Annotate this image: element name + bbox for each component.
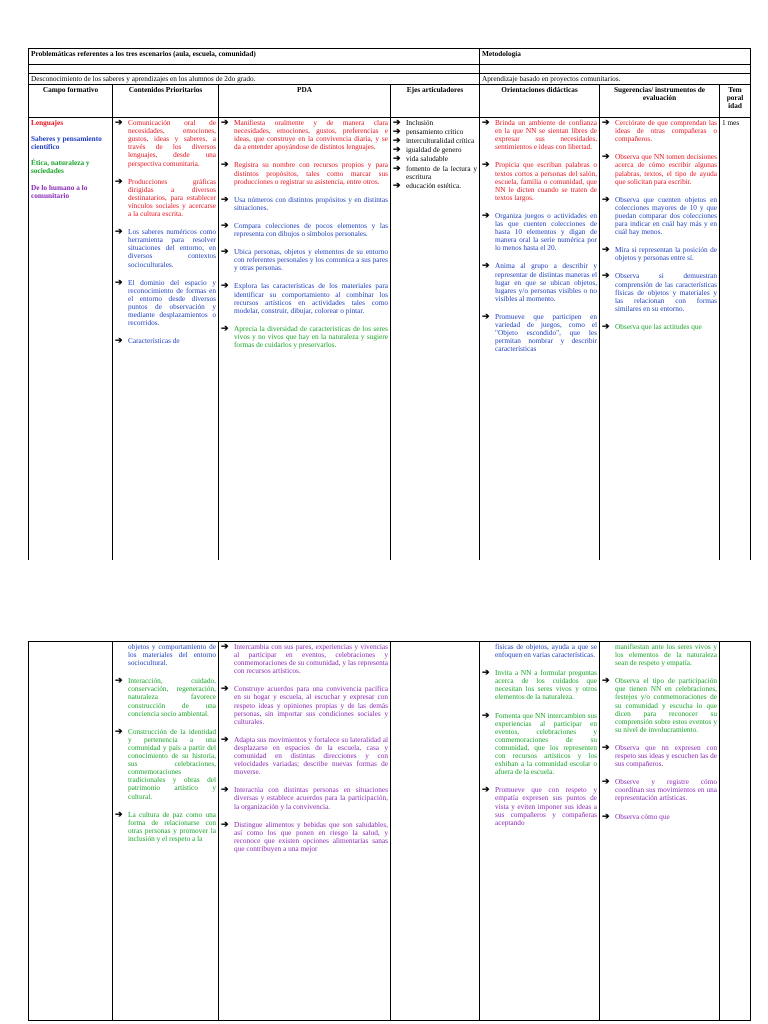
list-item [115, 228, 216, 268]
list-item-text: Observe y registre cómo coordinan sus movimientos en una representación artísticas. [615, 777, 717, 803]
arrow-bullet-icon: ➔ [221, 733, 229, 744]
list-item [602, 320, 717, 331]
list-item-text: Promueve que con respeto y empatía expresen sus puntos de vista y eviten imponer sus ideas a sus compañeros y compañeras aceptando [495, 785, 597, 827]
list-item-text: Observa cómo que [615, 811, 670, 821]
list-item [602, 153, 717, 185]
list-item-text: Invita a NN a formular preguntas acerca de los cuidados que necesitan los seres vivos y otros elementos de la naturaleza. [495, 668, 597, 702]
arrow-bullet-icon: ➔ [221, 119, 229, 128]
planning-table-page-1 [28, 48, 751, 560]
arrow-bullet-icon: ➔ [393, 119, 401, 128]
sugerencias-cell [600, 118, 720, 560]
col-ejes: Ejes articuladores [391, 85, 480, 118]
campo-formativo-cell-2 [29, 642, 113, 1021]
list-item-text: Observa que las actitudes que [615, 321, 702, 331]
list-item-text: Observa que cuenten objetos en colecciones mayores de 10 y que puedan comparar dos colecciones para indicar en cuál hay más y en cuál hay menos. [615, 194, 718, 237]
campo-lenguajes: Lenguajes [31, 119, 64, 128]
arrow-bullet-icon: ➔ [115, 119, 123, 128]
list-item [482, 262, 597, 302]
list-item [602, 741, 717, 769]
problematica-text: Desconocimiento de los saberes y aprendizajes en los alumnos de 2do grado. [29, 74, 480, 85]
page-gap [0, 560, 768, 612]
list-item-text: Construcción de la identidad y pertenencia a una comunidad y país a partir del conocimiento de su historia, sus celebraciones, conmemoraciones tradicionales y obras del patrimonio artístico y cultural. [128, 726, 216, 801]
arrow-bullet-icon: ➔ [602, 270, 610, 281]
list-item [115, 808, 216, 843]
list-item [482, 209, 598, 253]
eje-text: vida saludable [406, 154, 448, 164]
list-item-text: Los saberes numéricos como herramienta para resolver situaciones del entorno, en diversos contextos socioculturales. [128, 227, 216, 269]
eje-item [393, 137, 477, 145]
eje-item [393, 128, 477, 136]
eje-item [393, 119, 477, 127]
temporalidad-cell: 1 mes [720, 118, 751, 560]
eje-item [393, 155, 477, 163]
arrow-bullet-icon: ➔ [115, 335, 123, 346]
contenidos-cell [113, 118, 219, 560]
list-item [602, 246, 717, 262]
list-item-text: Observa que NN tomen decisiones acerca de cómo escribir algunas palabras, textos, el tipo de ayuda que solicitan para escribir. [615, 152, 718, 186]
list-item-text: Anima al grupo a describir y representar de distintas maneras el lugar en que se ubican objetos, lugares y/o personas visibles o no visibles al momento. [495, 261, 598, 303]
campo-saberes: Saberes y pensamiento científico [31, 134, 102, 152]
arrow-bullet-icon: ➔ [115, 675, 123, 686]
eje-text: igualdad de genero [406, 145, 462, 155]
list-item [115, 337, 216, 345]
list-item-text: Aprecia la diversidad de características de los seres vivos y no vivos que hay en la naturaleza y sugiere formas de cuidarlos y preservarlos. [234, 323, 388, 349]
list-item-text: Producciones gráficas dirigidas a diversos destinatarios, para establecer vínculos sociales y acercarse a la cultura escrita. [128, 176, 216, 219]
arrow-bullet-icon: ➔ [602, 119, 610, 128]
list-item [602, 193, 718, 237]
ejes-cell [391, 118, 480, 560]
list-item [602, 778, 717, 802]
list-item-text: Observa el tipo de participación que tienen NN en celebraciones, festejos y/o conmemoraciones de su comunidad y escucha lo que dicen para reconocer su comprensión sobre estos eventos y su nivel de involucramiento. [615, 676, 717, 734]
arrow-bullet-icon: ➔ [602, 151, 610, 162]
list-item [602, 677, 717, 734]
list-item [602, 643, 717, 667]
arrow-bullet-icon: ➔ [221, 784, 229, 795]
sugerencias-cell-2 [600, 642, 720, 1021]
list-item [482, 119, 597, 151]
arrow-bullet-icon: ➔ [602, 320, 610, 331]
arrow-bullet-icon: ➔ [482, 667, 490, 678]
eje-item [393, 162, 478, 181]
list-item [221, 219, 388, 239]
arrow-bullet-icon: ➔ [482, 784, 490, 795]
list-item [602, 119, 717, 143]
eje-item [393, 146, 477, 154]
arrow-bullet-icon: ➔ [482, 260, 490, 271]
list-item [602, 810, 717, 821]
orientaciones-cell [480, 118, 600, 560]
planning-table-page-2 [28, 641, 751, 1021]
list-item-text: manifiestan ante los seres vivos y los elementos de la naturaleza sean de respeto y empatía. [615, 643, 717, 668]
list-item [221, 643, 388, 675]
eje-item [393, 179, 477, 190]
list-item [115, 119, 216, 168]
metodologia-text: Aprendizaje basado en proyectos comunitarios. [480, 74, 751, 85]
document-page-2 [0, 612, 768, 1024]
list-item [482, 669, 597, 701]
list-item [482, 161, 597, 201]
eje-text: Inclusión [406, 119, 434, 128]
list-item-text: Usa números con distintos propósitos y en distintas situaciones. [234, 194, 388, 212]
arrow-bullet-icon: ➔ [115, 808, 123, 819]
arrow-bullet-icon: ➔ [602, 810, 610, 821]
list-item [221, 282, 388, 314]
arrow-bullet-icon: ➔ [482, 209, 490, 220]
eje-text: fomento de la lectura y escritura [406, 163, 478, 181]
arrow-bullet-icon: ➔ [221, 683, 229, 694]
list-item-text: Propicia que escriban palabras o textos cortos a personas del salón, escuela, familia o comunidad, que NN le dicten cuando se traten de textos largos. [495, 160, 598, 202]
list-item [221, 248, 388, 272]
arrow-bullet-icon: ➔ [221, 193, 229, 204]
arrow-bullet-icon: ➔ [393, 162, 401, 173]
list-item-text: Interactúa con distintas personas en situaciones diversas y establece acuerdos para la participación, la organización y la convivencia. [234, 785, 388, 811]
col-pda: PDA [219, 85, 391, 118]
list-item-text: Brinda un ambiente de confianza en la que NN se sientan libres de expresar sus necesidades, sentimientos e ideas con libertad. [495, 119, 598, 152]
list-item-text: La cultura de paz como una forma de relacionarse con otras personas y promover la inclusión y el respeto a la [128, 809, 216, 843]
col-orientaciones: Orientaciones didácticas [480, 85, 600, 118]
list-item [115, 725, 216, 801]
arrow-bullet-icon: ➔ [221, 322, 229, 333]
arrow-bullet-icon: ➔ [602, 244, 610, 255]
list-item-text: Promueve que participen en variedad de juegos, como el "Objeto escondido", que les permitan nombrar y describir características [495, 311, 598, 354]
list-item [221, 818, 388, 853]
list-item [221, 161, 388, 185]
list-item [221, 119, 388, 151]
list-item-text: Mira si representan la posición de objetos y personas entre sí. [615, 245, 718, 263]
list-item-text: Ubica personas, objetos y elementos de su entorno con referentes personales y los comunica a sus pares y otras personas. [234, 247, 388, 273]
arrow-bullet-icon: ➔ [221, 818, 229, 829]
arrow-bullet-icon: ➔ [482, 310, 490, 321]
pda-cell [219, 118, 391, 560]
list-item-text: Cerciórate de que comprendan las ideas de otras compañeras o compañeros. [615, 119, 718, 144]
col-campo-formativo: Campo formativo [29, 85, 113, 118]
list-item [482, 643, 597, 659]
arrow-bullet-icon: ➔ [221, 159, 229, 170]
arrow-bullet-icon: ➔ [602, 741, 610, 752]
problematicas-title: Problemáticas referentes a los tres escenarios (aula, escuela, comunidad) [29, 49, 480, 65]
list-item-text: Intercambia con sus pares, experiencias y vivencias al participar en eventos, celebraciones y conmemoraciones de su comunidad, y las representa con recursos artísticos. [234, 643, 388, 676]
col-temporalidad: Tem poral idad [720, 85, 751, 118]
arrow-bullet-icon: ➔ [115, 175, 123, 186]
list-item-text: Explora las características de los materiales para identificar su comportamiento al combinar los recursos artísticos en actividades tales como modelar, construir, dibujar, colorear o pintar. [234, 281, 388, 315]
list-item [221, 193, 388, 212]
eje-text: educación estética. [406, 180, 462, 190]
eje-text: interculturalidad crítica [406, 136, 475, 146]
list-item-text: Observa que nn expresen con respeto sus ideas y escuchen las de sus compañeros. [615, 742, 717, 769]
list-item [115, 677, 216, 717]
campo-formativo-cell [29, 118, 113, 560]
list-item-text: Fomenta que NN intercambien sus experiencias al participar en eventos, celebraciones y conmemoraciones de su comunidad, que los representen con recursos artísticos y los exhiban a la comunidad escolar o afuera de la escuela. [495, 710, 597, 777]
list-item-text: Distingue alimentos y bebidas que son saludables, así como los que ponen en riesgo la salud, y reconoce que existen opciones alimentarias sanas que contribuyen a una mejor [234, 819, 388, 853]
arrow-bullet-icon: ➔ [221, 246, 229, 257]
list-item-text: Compara colecciones de pocos elementos y las representa con dibujos o símbolos personales. [234, 220, 388, 239]
list-item-text: Comunicación oral de necesidades, emociones, gustos, ideas y saberes, a través de los diversos lenguajes, desde una perspectiva comunitaria. [128, 119, 216, 168]
list-item [482, 709, 597, 777]
list-item-text: físicas de objetos, ayuda a que se enfoquen en varias características. [495, 643, 597, 660]
arrow-bullet-icon: ➔ [221, 280, 229, 291]
metodologia-title: Metodología [480, 49, 751, 65]
arrow-bullet-icon: ➔ [482, 119, 490, 128]
list-item [482, 310, 598, 354]
list-item [115, 175, 216, 219]
arrow-bullet-icon: ➔ [115, 725, 123, 736]
list-item-text: El dominio del espacio y reconocimiento de formas en el entorno desde diversos puntos de observación y mediante desplazamientos o recorridos. [128, 277, 216, 328]
col-contenidos: Contenidos Prioritarios [113, 85, 219, 118]
campo-humano: De lo humano a lo comunitario [31, 182, 88, 200]
arrow-bullet-icon: ➔ [482, 159, 490, 170]
orientaciones-cell-2 [480, 642, 600, 1021]
list-item [115, 643, 216, 667]
arrow-bullet-icon: ➔ [393, 135, 401, 146]
list-item-text: Observa si demuestran comprensión de las características físicas de objetos y materiales y las relacionan con formas similares en su entorno. [615, 271, 718, 313]
arrow-bullet-icon: ➔ [393, 144, 401, 155]
list-item [221, 733, 388, 777]
ejes-cell-2 [391, 642, 480, 1021]
list-item-text: Manifiesta oralmente y de manera clara necesidades, emociones, gustos, preferencias e ideas, que construye en la convivencia diaria, y se da a entender apoyándose de distintos lenguajes. [234, 119, 388, 152]
list-item-text: Características de [128, 336, 180, 346]
list-item [221, 786, 388, 810]
contenidos-cell-2 [113, 642, 219, 1021]
list-item-text: objetos y comportamiento de los materiales del entorno sociocultural. [128, 643, 216, 668]
arrow-bullet-icon: ➔ [115, 276, 123, 287]
arrow-bullet-icon: ➔ [482, 709, 490, 720]
pda-cell-2 [219, 642, 391, 1021]
list-item [602, 272, 717, 312]
arrow-bullet-icon: ➔ [221, 219, 229, 230]
list-item [221, 322, 388, 349]
list-item [115, 276, 216, 328]
list-item-text: Construye acuerdos para una convivencia pacífica en su hogar y escuela, al escuchar y expresar con respeto ideas y opiniones propias y de las demás personas, sin importar sus condiciones sociales y culturales. [234, 684, 388, 726]
list-item-text: Organiza juegos o actividades en las que cuenten colecciones de hasta 10 elementos y digan de manera oral la serie numérica por lo menos hasta el 20. [495, 210, 598, 253]
col-sugerencias: Sugerencias/ instrumentos de evaluación [600, 85, 720, 118]
list-item-text: Registra su nombre con recursos propios y para distintos propósitos, tales como marcar sus producciones o registrar su asistencia, entre otros. [234, 160, 388, 186]
arrow-bullet-icon: ➔ [115, 226, 123, 237]
list-item [482, 786, 597, 826]
list-item-text: Adapta sus movimientos y fortalece su lateralidad al desplazarse en espacios de la escuela, casa y comunidad en distintas direcciones y con velocidades variadas; describe nuevas formas de moverse. [234, 734, 388, 777]
campo-etica: Ética, naturaleza y sociedades [31, 158, 90, 176]
arrow-bullet-icon: ➔ [393, 153, 401, 164]
list-item-text: Interacción, cuidado, conservación, regeneración, naturaleza favorece construcción de una conciencia socio ambiental. [128, 676, 216, 718]
arrow-bullet-icon: ➔ [393, 179, 401, 190]
arrow-bullet-icon: ➔ [221, 643, 229, 651]
arrow-bullet-icon: ➔ [602, 193, 610, 204]
arrow-bullet-icon: ➔ [602, 675, 610, 686]
temporalidad-cell-2 [720, 642, 751, 1021]
arrow-bullet-icon: ➔ [393, 126, 401, 137]
list-item [221, 685, 388, 725]
eje-text: pensamiento crítico [406, 127, 464, 137]
arrow-bullet-icon: ➔ [602, 776, 610, 787]
